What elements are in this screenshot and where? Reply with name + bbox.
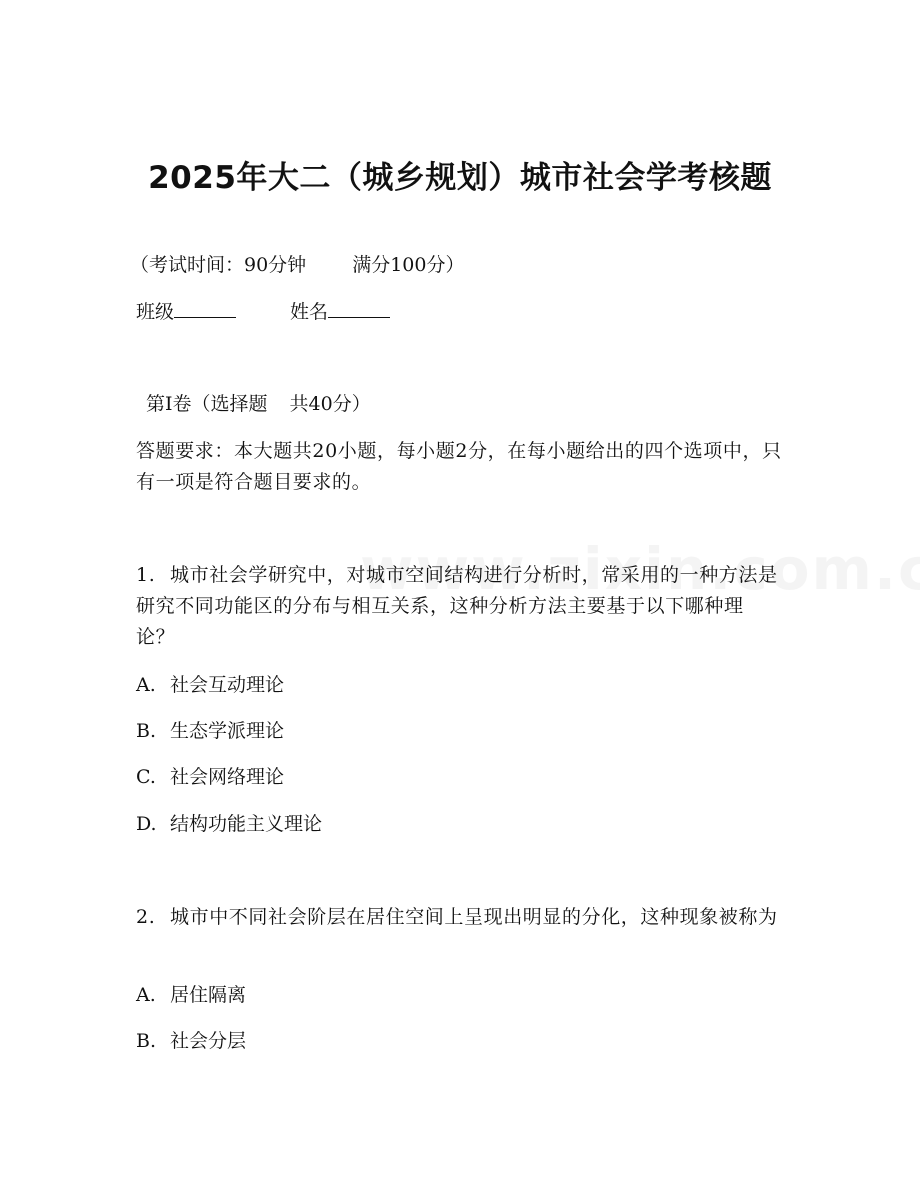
full-score: 满分100分） [352,254,465,276]
instructions: 答题要求：本大题共20小题，每小题2分，在每小题给出的四个选项中，只有一项是符合题目要求的。 [136,440,782,493]
exam-time: （考试时间：90分钟 [130,254,307,276]
question-1-option-c: C. 社会网络理论 [136,766,285,788]
class-label: 班级 [136,301,175,323]
student-info [136,297,390,327]
question-number: 2. [136,906,156,928]
section-title: 第Ⅰ卷（选择题 共40分） [146,393,371,415]
question-1-option-d: D. 结构功能主义理论 [136,813,323,835]
name-blank [328,299,390,318]
question-2-option-a: A. 居住隔离 [136,984,247,1006]
question-2 [136,902,782,933]
exam-title: 2025年大二（城乡规划）城市社会学考核题 [148,160,772,196]
question-2-option-b: B. 社会分层 [136,1030,247,1052]
name-label: 姓名 [290,301,329,323]
question-1 [136,560,782,653]
question-1-option-a: A. 社会互动理论 [136,674,285,696]
question-number: 1. [136,564,156,586]
question-1-option-b: B. 生态学派理论 [136,720,285,742]
question-text: 城市社会学研究中，对城市空间结构进行分析时，常采用的一种方法是研究不同功能区的分布与相互关系，这种分析方法主要基于以下哪种理论？ [136,564,778,648]
exam-meta [130,250,464,280]
question-text: 城市中不同社会阶层在居住空间上呈现出明显的分化，这种现象被称为 [170,906,778,928]
class-blank [174,299,236,318]
